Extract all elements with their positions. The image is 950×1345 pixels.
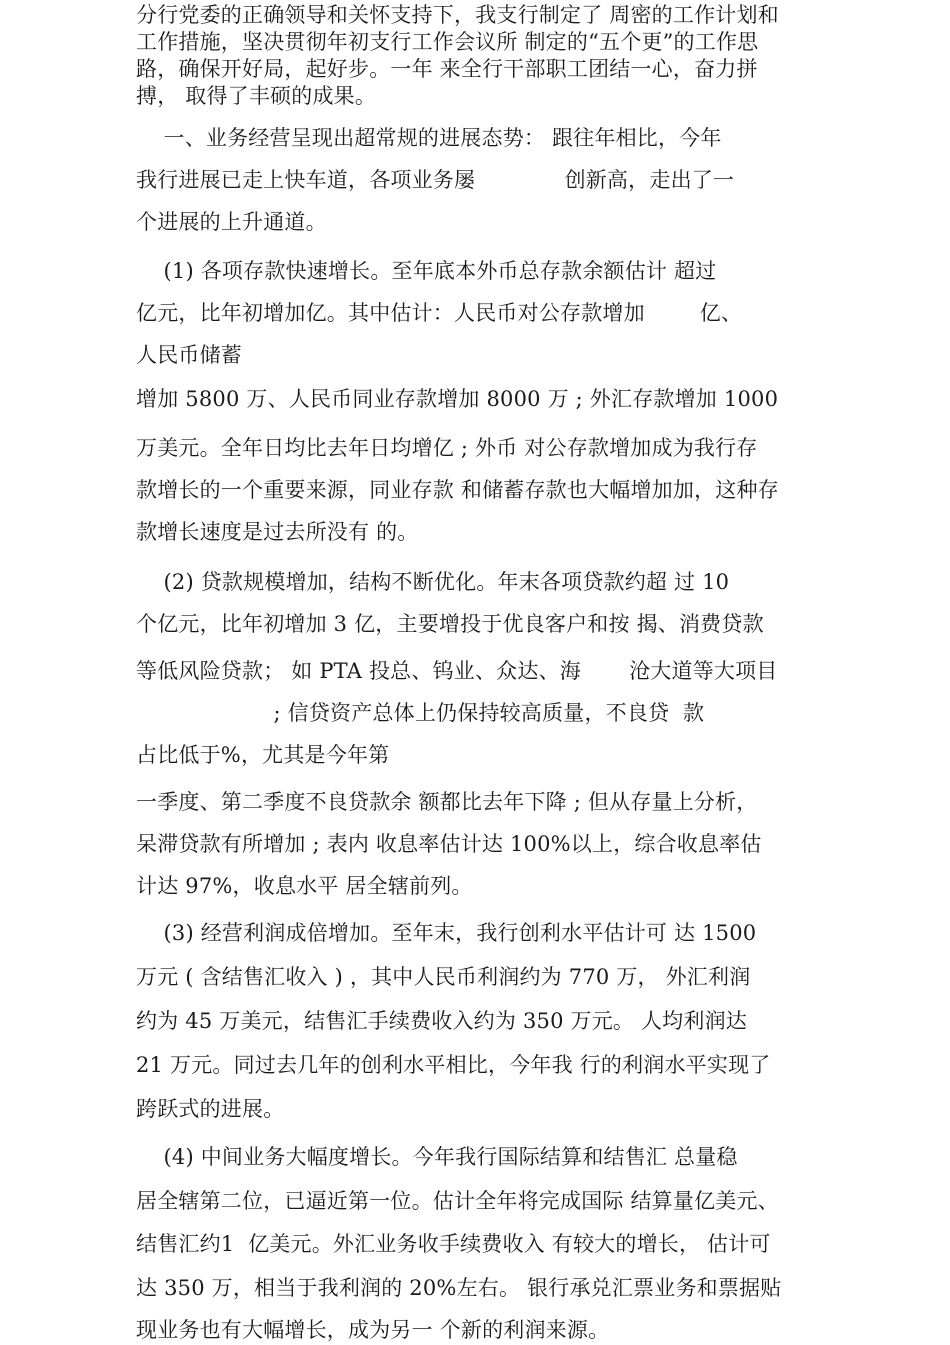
text-line: 增加 5800 万、人民币同业存款增加 8000 万 ; 外汇存款增加 1000 <box>136 387 779 411</box>
text-line: 款增长的一个重要来源，同业存款 和储蓄存款也大幅增加加，这种存 <box>136 478 779 502</box>
text-line: 分行党委的正确领导和关怀支持下，我支行制定了 周密的工作计划和 <box>136 3 779 27</box>
text-line: 一季度、第二季度不良贷款余 额都比去年下降 ; 但从存量上分析， <box>136 790 758 814</box>
text-line: 亿元，比年初增加亿。其中估计：人民币对公存款增加 亿、 <box>136 301 743 325</box>
text-line: 我行进展已走上快车道，各项业务屡 创新高，走出了一 <box>136 168 735 192</box>
text-line: 约为 45 万美元，结售汇手续费收入约为 350 万元。 人均利润达 <box>136 1009 747 1033</box>
section-heading: 一、业务经营呈现出超常规的进展态势： 跟往年相比，今年 <box>136 126 722 150</box>
text-line: 万元 ( 含结售汇收入 ) ，其中人民币利润约为 770 万， 外汇利润 <box>136 965 751 989</box>
paragraph-start: (4) 中间业务大幅度增长。今年我行国际结算和结售汇 总量稳 <box>136 1145 738 1169</box>
text-line: 路，确保开好局，起好步。一年 来全行干部职工团结一心，奋力拼 <box>136 57 758 81</box>
text-line: 达 350 万，相当于我利润的 20%左右。 银行承兑汇票业务和票据贴 <box>136 1276 782 1300</box>
text-line: ; 信贷资产总体上仍保持较高质量，不良贷 款 <box>136 701 705 725</box>
text-line: 居全辖第二位，已逼近第一位。估计全年将完成国际 结算量亿美元、 <box>136 1189 779 1213</box>
text-line: 工作措施，坚决贯彻年初支行工作会议所 制定的“五个更”的工作思 <box>136 30 759 54</box>
text-line: 搏， 取得了丰硕的成果。 <box>136 84 377 108</box>
text-line: 个进展的上升通道。 <box>136 210 327 234</box>
text-line: 款增长速度是过去所没有 的。 <box>136 520 419 544</box>
paragraph-start: (1) 各项存款快速增长。至年底本外币总存款余额估计 超过 <box>136 259 717 283</box>
text-line: 人民币储蓄 <box>136 343 242 367</box>
text-line: 等低风险贷款； 如 PTA 投总、钨业、众达、海 沧大道等大项目 <box>136 659 778 683</box>
text-line: 呆滞贷款有所增加 ; 表内 收息率估计达 100%以上，综合收息率估 <box>136 832 762 856</box>
text-line: 21 万元。同过去几年的创利水平相比，今年我 行的利润水平实现了 <box>136 1053 771 1077</box>
text-line: 万美元。全年日均比去年日均增亿 ; 外币 对公存款增加成为我行存 <box>136 436 758 460</box>
text-line: 现业务也有大幅增长，成为另一 个新的利润来源。 <box>136 1318 610 1342</box>
text-line: 个亿元，比年初增加 3 亿，主要增投于优良客户和按 揭、消费贷款 <box>136 612 764 636</box>
text-line: 占比低于%，尤其是今年第 <box>136 743 390 767</box>
text-line: 计达 97%，收息水平 居全辖前列。 <box>136 874 473 898</box>
text-line: 跨跃式的进展。 <box>136 1097 285 1121</box>
paragraph-start: (3) 经营利润成倍增加。至年末，我行创利水平估计可 达 1500 <box>136 921 757 945</box>
paragraph-start: (2) 贷款规模增加，结构不断优化。年末各项贷款约超 过 10 <box>136 570 730 594</box>
text-line: 结售汇约1 亿美元。外汇业务收手续费收入 有较大的增长， 估计可 <box>136 1232 771 1256</box>
